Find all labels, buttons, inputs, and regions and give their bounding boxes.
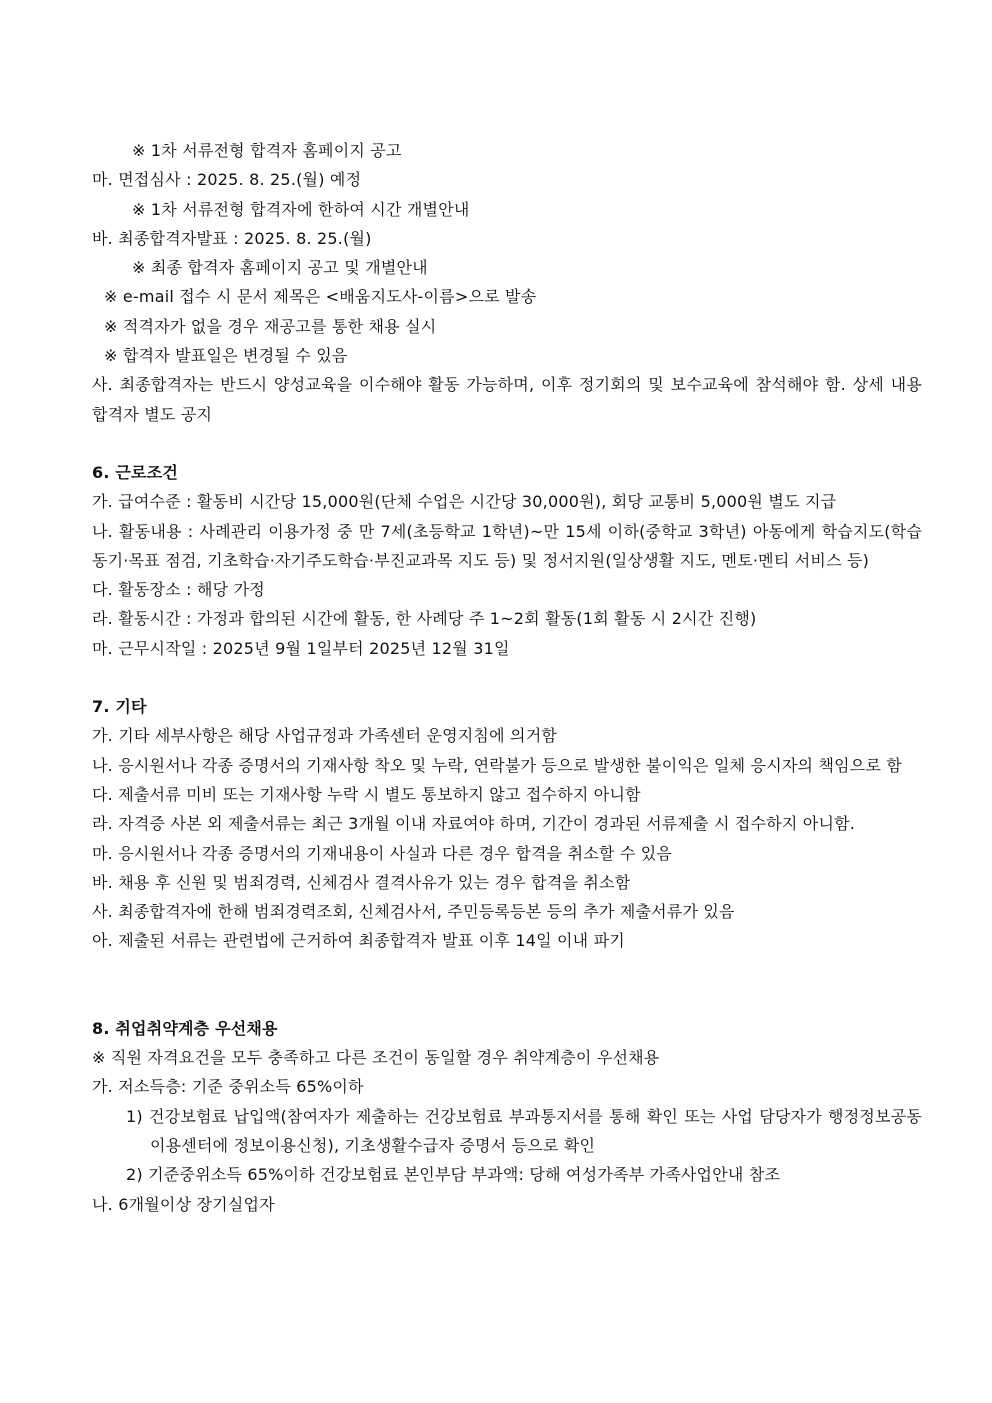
item-activity-hours: 라. 활동시간 : 가정과 합의된 시간에 활동, 한 사례당 주 1~2회 활동(1회 활동 시 2시간 진행) bbox=[92, 609, 757, 629]
note-interview-time: ※ 1차 서류전형 합격자에 한하여 시간 개별안내 bbox=[132, 199, 470, 219]
item-long-term-unemployed: 나. 6개월이상 장기실업자 bbox=[92, 1194, 275, 1214]
note-email-subject: ※ e-mail 접수 시 문서 제목은 <배움지도사-이름>으로 발송 bbox=[104, 287, 537, 307]
item-final-announcement: 바. 최종합격자발표 : 2025. 8. 25.(월) bbox=[92, 228, 372, 248]
list-item: 마. 응시원서나 각종 증명서의 기재내용이 사실과 다른 경우 합격을 취소할 수 있음 bbox=[92, 843, 673, 863]
note-date-change: ※ 합격자 발표일은 변경될 수 있음 bbox=[104, 346, 348, 366]
section-6-title: 6. 근로조건 bbox=[92, 462, 179, 482]
item-pay-level: 가. 급여수준 : 활동비 시간당 15,000원(단체 수업은 시간당 30,000원), 회당 교통비 5,000원 별도 지급 bbox=[92, 492, 837, 512]
section-8-title: 8. 취업취약계층 우선채용 bbox=[92, 1018, 278, 1038]
list-item: 사. 최종합격자에 한해 범죄경력조회, 신체검사서, 주민등록등본 등의 추가 제출서류가 있음 bbox=[92, 902, 735, 922]
section-7-title: 7. 기타 bbox=[92, 697, 147, 717]
item-start-date: 마. 근무시작일 : 2025년 9월 1일부터 2025년 12월 31일 bbox=[92, 638, 510, 658]
list-item: 다. 제출서류 미비 또는 기재사항 누락 시 별도 통보하지 않고 접수하지 아니함 bbox=[92, 784, 641, 804]
list-item: 가. 기타 세부사항은 해당 사업규정과 가족센터 운영지침에 의거함 bbox=[92, 726, 558, 746]
item-activity-content: 나. 활동내용 : 사례관리 이용가정 중 만 7세(초등학교 1학년)~만 15세 이하(중학교 3학년) 아동에게 학습지도(학습 동기·목표 점검, 기초학습·자기주도학습·부진교과목 지도 등) 및 정서지원(일상생활 지도, 멘토·멘티 서비스 등) bbox=[92, 521, 922, 570]
item-low-income: 가. 저소득층: 기준 중위소득 65%이하 bbox=[92, 1077, 364, 1097]
list-item: 아. 제출된 서류는 관련법에 근거하여 최종합격자 발표 이후 14일 이내 파기 bbox=[92, 931, 625, 951]
note-re-announcement: ※ 적격자가 없을 경우 재공고를 통한 채용 실시 bbox=[104, 316, 437, 336]
list-item: 바. 채용 후 신원 및 범죄경력, 신체검사 결격사유가 있는 경우 합격을 취소함 bbox=[92, 872, 631, 892]
note-priority-hiring: ※ 직원 자격요건을 모두 충족하고 다른 조건이 동일할 경우 취약계층이 우선채용 bbox=[92, 1048, 660, 1068]
item-activity-place: 다. 활동장소 : 해당 가정 bbox=[92, 580, 265, 600]
sub-item-median-income: 2) 기준중위소득 65%이하 건강보험료 본인부담 부과액: 당해 여성가족부 가족사업안내 참조 bbox=[126, 1165, 781, 1185]
item-training-requirement: 사. 최종합격자는 반드시 양성교육을 이수해야 활동 가능하며, 이후 정기회의 및 보수교육에 참석해야 함. 상세 내용 합격자 별도 공지 bbox=[92, 375, 922, 424]
note-final-notice: ※ 최종 합격자 홈페이지 공고 및 개별안내 bbox=[132, 258, 428, 278]
document-page bbox=[92, 136, 922, 1219]
list-item: 라. 자격증 사본 외 제출서류는 최근 3개월 이내 자료여야 하며, 기간이 경과된 서류제출 시 접수하지 아니함. bbox=[92, 814, 856, 834]
list-item: 나. 응시원서나 각종 증명서의 기재사항 착오 및 누락, 연락불가 등으로 발생한 불이익은 일체 응시자의 책임으로 함 bbox=[92, 755, 903, 775]
note-first-screening: ※ 1차 서류전형 합격자 홈페이지 공고 bbox=[132, 141, 402, 160]
sub-item-insurance: 1) 건강보험료 납입액(참여자가 제출하는 건강보험료 부과통지서를 통해 확인 또는 사업 담당자가 행정정보공동이용센터에 정보이용신청), 기초생활수급자 증명서 등으로 확인 bbox=[126, 1106, 922, 1155]
item-interview: 마. 면접심사 : 2025. 8. 25.(월) 예정 bbox=[92, 170, 362, 190]
